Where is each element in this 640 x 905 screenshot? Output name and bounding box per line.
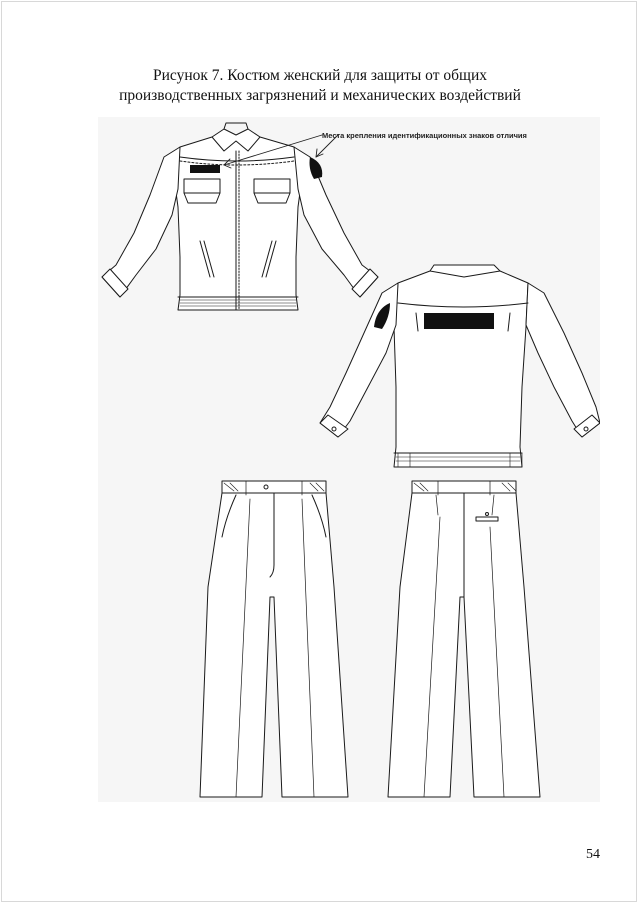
page-number: 54 [586,847,600,862]
jacket-front [102,123,378,310]
drawing-svg [98,117,600,802]
trousers-back [388,481,540,797]
id-patch-front [190,165,220,173]
trousers-front [200,481,348,797]
figure-caption [0,66,640,106]
caption-line-2: производственных загрязнений и механических воздействий [119,87,521,104]
technical-drawing [98,117,600,802]
caption-line-1: Рисунок 7. Костюм женский для защиты от общих [153,67,487,84]
callout-label: Места крепления идентификационных знаков отличия [322,131,527,140]
id-patch-back [424,313,494,329]
